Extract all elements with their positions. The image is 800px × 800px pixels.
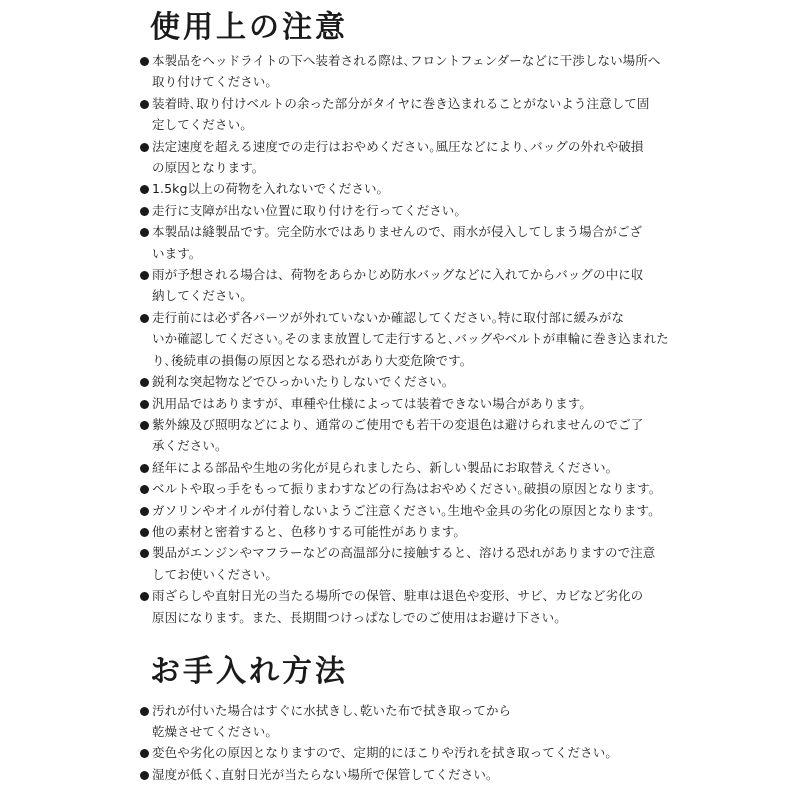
list-item-text: 紫外線及び照明などにより、通常のご使用でも若干の変退色は避けられませんのでご了 承ください。 [152, 416, 644, 454]
bullet-icon [140, 549, 149, 558]
list-item [140, 50, 670, 93]
list-item [140, 500, 670, 521]
bullet-icon [140, 421, 149, 430]
list-item [140, 200, 670, 221]
bullet-icon [140, 100, 149, 109]
bullet-icon [140, 314, 149, 323]
usage-precautions-title: 使用上の注意 [150, 10, 348, 45]
list-item-text: 鋭利な突起物などでひっかいたりしないでください。 [152, 374, 455, 390]
list-item [140, 371, 670, 392]
bullet-icon [140, 771, 149, 780]
list-item [140, 414, 670, 457]
list-item-text: 汚れが付いた場合はすぐに水拭きし､乾いた布で拭き取ってから 乾燥させてください。 [152, 703, 512, 740]
list-item-text: 湿度が低く､直射日光が当たらない場所で保管してください。 [152, 766, 499, 782]
list-item-text: 経年による部品や生地の劣化が見られましたら、新しい製品にお取替えください。 [152, 459, 619, 475]
list-item-text: 汎用品ではありますが、車種や仕様によっては装着できない場合があります。 [152, 395, 593, 411]
list-item [140, 585, 670, 628]
list-item-text: ガソリンやオイルが付着しないようご注意ください｡生地や金具の劣化の原因となります。 [152, 502, 661, 518]
bullet-icon [140, 228, 149, 237]
list-item-text: 走行に支障が出ない位置に取り付けを行ってください。 [152, 202, 468, 218]
list-item [140, 542, 670, 585]
bullet-icon [140, 707, 149, 716]
list-item [140, 221, 670, 264]
list-item-text: 雨ざらしや直射日光の当たる場所での保管、駐車は退色や変形、サビ、カビなど劣化の 原因になります。また、長期間つけっぱなしでのご使用はお避け下さい。 [152, 588, 644, 625]
list-item-text: 雨が予想される場合は、荷物をあらかじめ防水バッグなどに入れてからバッグの中に収 納してください。 [152, 267, 644, 304]
list-item-text: 走行前には必ず各パーツが外れていないか確認してください｡特に取付部に緩みがな いか確認してください｡そのまま放置して走行すると､バッグやベルトが車輪に巻き込まれた り､後続車の損傷の原因となる恐れがあり大変危険です。 [152, 309, 669, 368]
list-item [140, 521, 670, 542]
usage-precautions-list [140, 50, 670, 628]
bullet-icon [140, 464, 149, 473]
list-item-text: 変色や劣化の原因となりますので、定期的にほこりや汚れを拭き取ってください。 [152, 745, 618, 761]
care-instructions-list [140, 700, 670, 785]
bullet-icon [140, 528, 149, 537]
bullet-icon [140, 143, 149, 152]
bullet-icon [140, 749, 149, 758]
list-item [140, 457, 670, 478]
list-item-text: 本製品をヘッドライトの下へ装着される際は､フロントフェンダーなどに干渉しない場所へ 取り付けてください。 [152, 53, 661, 90]
list-item-text: 本製品は縫製品です。完全防水ではありませんので、雨水が侵入してしまう場合がござ います。 [152, 224, 643, 261]
bullet-icon [140, 207, 149, 216]
list-item-text: 他の素材と密着すると、色移りする可能性があります。 [152, 523, 467, 539]
list-item-text: 法定速度を超える速度での走行はおやめください｡風圧などにより､バッグの外れや破損 の原因となります。 [152, 138, 644, 176]
list-item [140, 264, 670, 307]
bullet-icon [140, 507, 149, 516]
list-item [140, 307, 670, 371]
list-item [140, 700, 670, 742]
care-instructions-title: お手入れ方法 [150, 654, 348, 689]
bullet-icon [140, 185, 149, 194]
list-item [140, 478, 670, 499]
list-item-text: 製品がエンジンやマフラーなどの高温部分に接触すると、溶ける恐れがありますので注意 してお使いください。 [152, 545, 656, 582]
bullet-icon [140, 271, 149, 280]
list-item-text: 1.5kg以上の荷物を入れないでください。 [152, 181, 390, 197]
list-item-text: ベルトや取っ手をもって振りまわすなどの行為はおやめください｡破損の原因となります。 [152, 481, 662, 497]
list-item-text: 装着時､取り付けベルトの余った部分がタイヤに巻き込まれることがないよう注意して固 定してください。 [152, 95, 650, 133]
list-item [140, 393, 670, 414]
list-item [140, 178, 670, 199]
bullet-icon [140, 378, 149, 387]
bullet-icon [140, 57, 149, 66]
list-item [140, 93, 670, 136]
list-item [140, 742, 670, 763]
bullet-icon [140, 592, 149, 601]
bullet-icon [140, 400, 149, 409]
bullet-icon [140, 485, 149, 494]
list-item [140, 136, 670, 179]
list-item [140, 764, 670, 785]
